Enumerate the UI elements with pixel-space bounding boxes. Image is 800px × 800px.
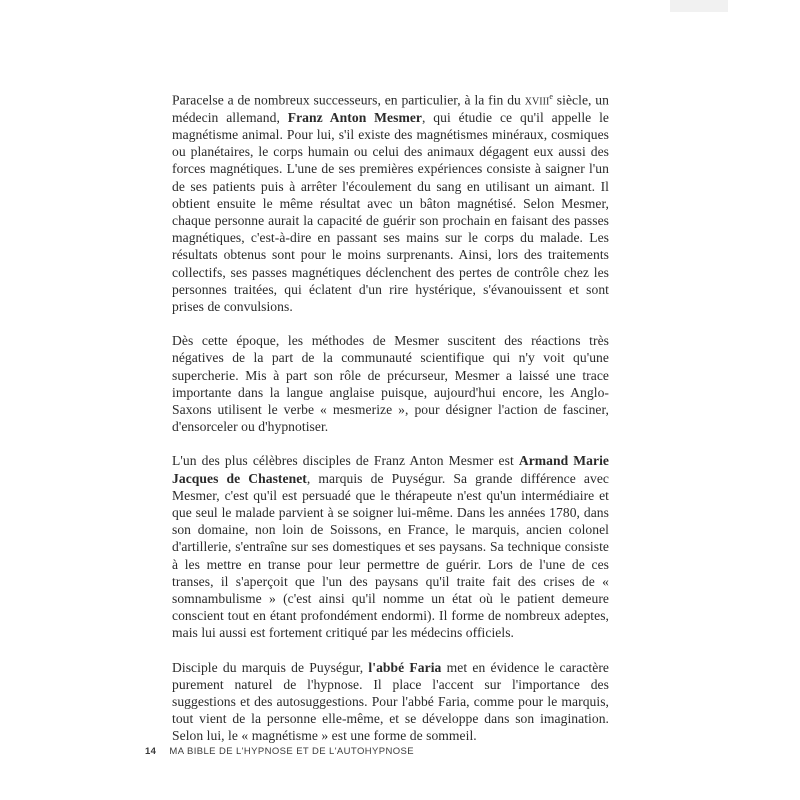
page-number: 14 (145, 746, 157, 757)
paragraph (172, 452, 609, 641)
emphasized-name: Franz Anton Mesmer (287, 109, 422, 125)
page-footer (145, 746, 414, 757)
paragraph (172, 332, 609, 435)
text-run: L'un des plus célèbres disciples de Franz Anton Mesmer est (172, 453, 519, 469)
superscript: e (549, 92, 553, 101)
emphasized-name: l'abbé Faria (368, 659, 442, 675)
emphasized-name: Armand Marie Jacques de Chastenet (172, 453, 609, 486)
body-text (172, 88, 609, 762)
text-run: Paracelse a de nombreux successeurs, en particulier, à la fin du (172, 92, 525, 108)
text-run: siècle, un médecin allemand, (172, 92, 609, 125)
century-numeral: xviii (524, 92, 550, 108)
page-edge-tab (670, 0, 728, 12)
text-run: Dès cette époque, les méthodes de Mesmer suscitent des réactions très négatives de la part de la communauté scientifique qui n'y voit qu'une supercherie. Mis à part son rôle de précurseur, Mesmer a laissé une trace importante dans la langue anglaise puisque, aujourd'hui encore, les Anglo-Saxons utilisent le verbe « mesmerize », pour désigner l'action de fasciner, d'ensorceler ou d'hypnotiser. (172, 333, 609, 435)
text-run: Disciple du marquis de Puységur, (172, 659, 369, 675)
text-run: met en évidence le caractère purement naturel de l'hypnose. Il place l'accent sur l'importance des suggestions et des autosuggestions. Pour l'abbé Faria, comme pour le marquis, tout vient de la personne elle-même, et se développe dans son imagination. Selon lui, le « magnétisme » est une forme de sommeil. (172, 659, 609, 744)
paragraph (172, 88, 609, 315)
paragraph (172, 659, 609, 745)
text-run: , marquis de Puységur. Sa grande différence avec Mesmer, c'est qu'il est persuadé que le thérapeute n'est qu'un intermédiaire et que seul le malade parvient à se soigner lui-même. Dans les années 1780, dans son domaine, non loin de Soissons, en France, le marquis, ancien colonel d'artillerie, s'entraîne sur ses domestiques et ses paysans. Sa technique consiste à les mettre en transe pour leur permettre de guérir. Lors de l'une de ces transes, il s'aperçoit que l'un des paysans qu'il traite fait des crises de « somnambulisme » (c'est ainsi qu'il nomme un état où le patient demeure conscient tout en étant profondément endormi). Il forme de nombreux adeptes, mais lui aussi est fortement critiqué par les médecins officiels. (172, 470, 609, 641)
running-title: MA BIBLE DE L'HYPNOSE ET DE L'AUTOHYPNOSE (169, 746, 415, 757)
text-run: , qui étudie ce qu'il appelle le magnétisme animal. Pour lui, s'il existe des magnétismes minéraux, cosmiques ou planétaires, le corps humain ou celui des animaux dégagent eux aussi des forces magnétiques. L'une de ses premières expériences consiste à saigner l'un de ses patients puis à arrêter l'écoulement du sang en utilisant un aimant. Il obtient ensuite le même résultat avec un bâton magnétisé. Selon Mesmer, chaque personne aurait la capacité de guérir son prochain en faisant des passes magnétiques, c'est-à-dire en passant ses mains sur le corps du malade. Les résultats obtenus sont pour le moins surprenants. Ainsi, lors des traitements collectifs, ses passes magnétiques déclenchent des pertes de contrôle chez les personnes traitées, qui éclatent d'un rire hystérique, s'évanouissent et sont prises de convulsions. (172, 109, 609, 314)
